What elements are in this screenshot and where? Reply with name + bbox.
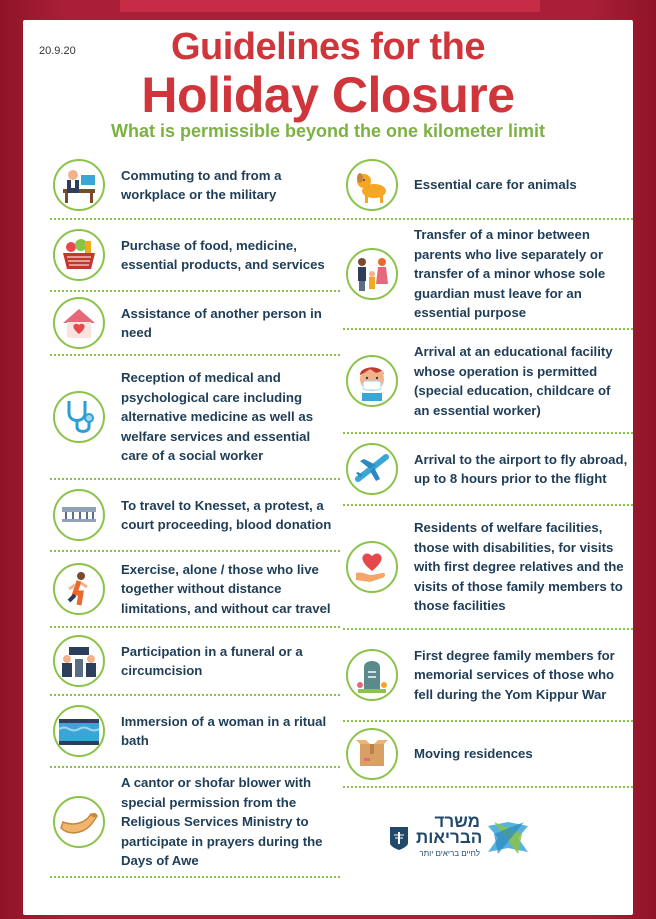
list-item bbox=[50, 220, 340, 292]
item-text: Immersion of a woman in a ritual bath bbox=[121, 713, 327, 748]
ministry-of-health-logo bbox=[388, 810, 558, 866]
item-text: Reception of medical and psychological care including alternative medicine as well as welfare services and essential care of a social worker bbox=[121, 370, 314, 464]
item-text: Assistance of another person in need bbox=[121, 305, 322, 340]
list-item bbox=[343, 722, 633, 788]
family-icon bbox=[346, 248, 398, 300]
list-item bbox=[343, 220, 633, 330]
item-text: Transfer of a minor between parents who live separately or transfer of a minor whose sole guardian must leave for an essential purpose bbox=[414, 227, 606, 321]
title-line-1: Guidelines for the bbox=[170, 26, 486, 68]
house-heart-icon bbox=[53, 297, 105, 349]
right-column bbox=[343, 152, 633, 788]
item-text: Purchase of food, medicine, essential products, and services bbox=[121, 237, 325, 272]
item-text: Residents of welfare facilities, those with disabilities, for visits with first degree relatives and the visits of those family members to those facilities bbox=[414, 520, 624, 614]
poster-card bbox=[23, 20, 633, 915]
list-item bbox=[50, 628, 340, 696]
stethoscope-icon bbox=[53, 391, 105, 443]
list-item bbox=[50, 768, 340, 878]
list-item bbox=[343, 152, 633, 220]
list-item bbox=[343, 434, 633, 506]
title-line-2: Holiday Closure bbox=[141, 67, 515, 123]
shofar-icon bbox=[53, 796, 105, 848]
list-item bbox=[50, 480, 340, 552]
barrier-icon bbox=[53, 489, 105, 541]
item-text: First degree family members for memorial services of those who fell during the Yom Kippur War bbox=[414, 647, 615, 702]
moving-box-icon bbox=[346, 728, 398, 780]
dog-icon bbox=[346, 159, 398, 211]
item-text: Participation in a funeral or a circumcision bbox=[121, 643, 303, 678]
list-item bbox=[343, 630, 633, 722]
top-band bbox=[120, 0, 540, 12]
child-mask-icon bbox=[346, 355, 398, 407]
item-text: Essential care for animals bbox=[414, 177, 577, 193]
star-logo-icon bbox=[484, 814, 532, 862]
logo-name: משרד הבריאות bbox=[416, 812, 483, 847]
ritual-bath-icon bbox=[53, 705, 105, 757]
list-item bbox=[343, 330, 633, 434]
list-item bbox=[50, 152, 340, 220]
list-item bbox=[50, 356, 340, 480]
state-emblem-icon bbox=[388, 825, 410, 851]
list-item bbox=[50, 696, 340, 768]
left-column bbox=[50, 152, 340, 878]
shopping-basket-icon bbox=[53, 229, 105, 281]
item-text: Arrival to the airport to fly abroad, up to 8 hours prior to the flight bbox=[414, 451, 628, 486]
subtitle: What is permissible beyond the one kilometer limit bbox=[110, 121, 546, 141]
airplane-icon bbox=[346, 443, 398, 495]
logo-slogan: לחיים בריאים יותר bbox=[419, 849, 480, 858]
item-text: To travel to Knesset, a protest, a court proceeding, blood donation bbox=[121, 497, 332, 532]
item-text: Exercise, alone / those who live together without distance limitations, and without car travel bbox=[121, 561, 331, 616]
item-text: Moving residences bbox=[414, 746, 533, 762]
item-text: Arrival at an educational facility whose operation is permitted (special education, childcare of an essential worker) bbox=[414, 344, 613, 418]
list-item bbox=[343, 506, 633, 630]
list-item bbox=[50, 292, 340, 356]
heart-hand-icon bbox=[346, 541, 398, 593]
item-text: A cantor or shofar blower with special permission from the Religious Services Ministry to participate in prayers during the Days of Awe bbox=[121, 775, 323, 869]
funeral-icon bbox=[53, 635, 105, 687]
list-item bbox=[50, 552, 340, 628]
runner-icon bbox=[53, 563, 105, 615]
office-worker-icon bbox=[53, 159, 105, 211]
memorial-icon bbox=[346, 649, 398, 701]
date-label: 20.9.20 bbox=[39, 45, 76, 57]
item-text: Commuting to and from a workplace or the military bbox=[121, 167, 282, 202]
